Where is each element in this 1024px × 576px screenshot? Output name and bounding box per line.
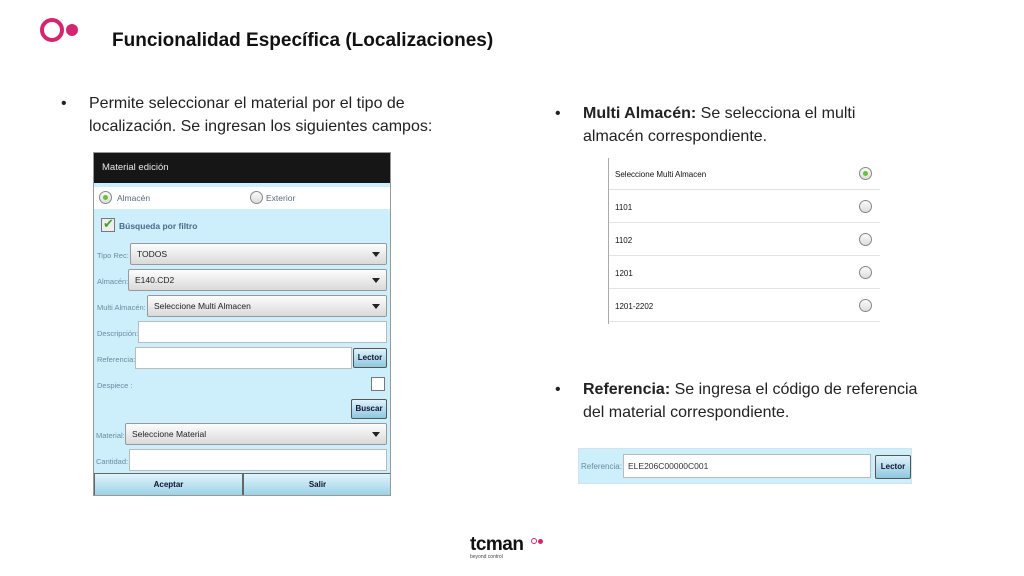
radio-exterior[interactable]: [250, 191, 263, 204]
almacen-value: E140.CD2: [135, 275, 175, 285]
referencia-label: Referencia:: [97, 355, 136, 364]
despiece-label: Despiece :: [97, 381, 133, 390]
list-item-radio[interactable]: [859, 266, 872, 279]
brand-dot-icon: [538, 539, 543, 544]
radio-exterior-label: Exterior: [266, 193, 296, 203]
slide-title: Funcionalidad Específica (Localizaciones): [112, 30, 494, 51]
list-item-radio[interactable]: [859, 299, 872, 312]
list-item[interactable]: 1102: [609, 224, 880, 256]
multi-almacen-label: Multi Almacén:: [97, 303, 146, 312]
tipo-rec-select[interactable]: [130, 243, 387, 265]
bullet-text: Se selecciona el multi almacén correspondiente.: [583, 105, 856, 145]
bullet-referencia: • Referencia: Se ingresa el código de referencia del material correspondiente.: [555, 381, 918, 421]
despiece-checkbox[interactable]: [371, 377, 385, 391]
bullet-text: Permite seleccionar el material por el tipo de localización. Se ingresan los siguientes campos:: [89, 95, 433, 135]
multi-almacen-value: Seleccione Multi Almacen: [154, 301, 251, 311]
tcman-logo: [470, 534, 550, 564]
bullet-text: Se ingresa el código de referencia del material correspondiente.: [583, 381, 918, 421]
lector-button[interactable]: Lector: [353, 348, 387, 368]
list-item-radio[interactable]: [859, 167, 872, 180]
list-item-radio[interactable]: [859, 200, 872, 213]
descripcion-input[interactable]: [138, 321, 387, 343]
multi-almacen-list: [608, 158, 880, 324]
brand-name: tcman: [470, 534, 524, 555]
chevron-down-icon: [372, 432, 380, 437]
buscar-button[interactable]: Buscar: [351, 399, 387, 419]
chevron-down-icon: [372, 252, 380, 257]
material-value: Seleccione Material: [132, 429, 207, 439]
material-edicion-form: [93, 152, 391, 496]
multi-almacen-select[interactable]: [147, 295, 387, 317]
brand-ring-icon: [531, 538, 537, 544]
referencia-value: ELE206C00000C001: [628, 461, 709, 471]
bullet-term: Multi Almacén:: [583, 105, 697, 122]
referencia-input[interactable]: [135, 347, 352, 369]
cantidad-input[interactable]: [129, 449, 387, 471]
cantidad-label: Cantidad:: [96, 457, 129, 466]
aceptar-button[interactable]: Aceptar: [94, 473, 243, 496]
tipo-rec-value: TODOS: [137, 249, 168, 259]
chevron-down-icon: [372, 278, 380, 283]
referencia-label: Referencia:: [581, 462, 622, 471]
list-item-radio[interactable]: [859, 233, 872, 246]
radio-almacen-label: Almacén: [117, 193, 151, 203]
busqueda-filtro-label: Búsqueda por filtro: [119, 221, 198, 231]
descripcion-label: Descripción:: [97, 329, 139, 338]
material-label: Material:: [96, 431, 125, 440]
list-item[interactable]: 1201: [609, 257, 880, 289]
bullet-multi-almacen: • Multi Almacén: Se selecciona el multi almacén correspondiente.: [555, 105, 856, 145]
list-item[interactable]: 1201-2202: [609, 290, 880, 322]
brand-tagline: beyond control: [470, 554, 503, 560]
material-select[interactable]: [125, 423, 387, 445]
almacen-select[interactable]: [128, 269, 387, 291]
lector-button[interactable]: Lector: [875, 455, 911, 479]
tipo-rec-label: Tipo Rec:: [97, 251, 129, 260]
list-item[interactable]: Seleccione Multi Almacen: [609, 158, 880, 190]
referencia-input[interactable]: [623, 454, 871, 478]
list-item[interactable]: 1101: [609, 191, 880, 223]
brand-logo-icon: [40, 18, 82, 44]
salir-button[interactable]: Salir: [243, 473, 391, 496]
bullet-term: Referencia:: [583, 381, 671, 398]
chevron-down-icon: [372, 304, 380, 309]
radio-almacen[interactable]: [99, 191, 112, 204]
almacen-label: Almacén:: [97, 277, 129, 286]
busqueda-filtro-checkbox[interactable]: [101, 218, 115, 232]
referencia-field-example: [578, 448, 912, 484]
form-title: Material edición: [94, 153, 390, 183]
bullet-seleccion-material: • Permite seleccionar el material por el tipo de localización. Se ingresan los siguientes campos:: [61, 95, 433, 135]
location-type-group: [94, 187, 390, 209]
